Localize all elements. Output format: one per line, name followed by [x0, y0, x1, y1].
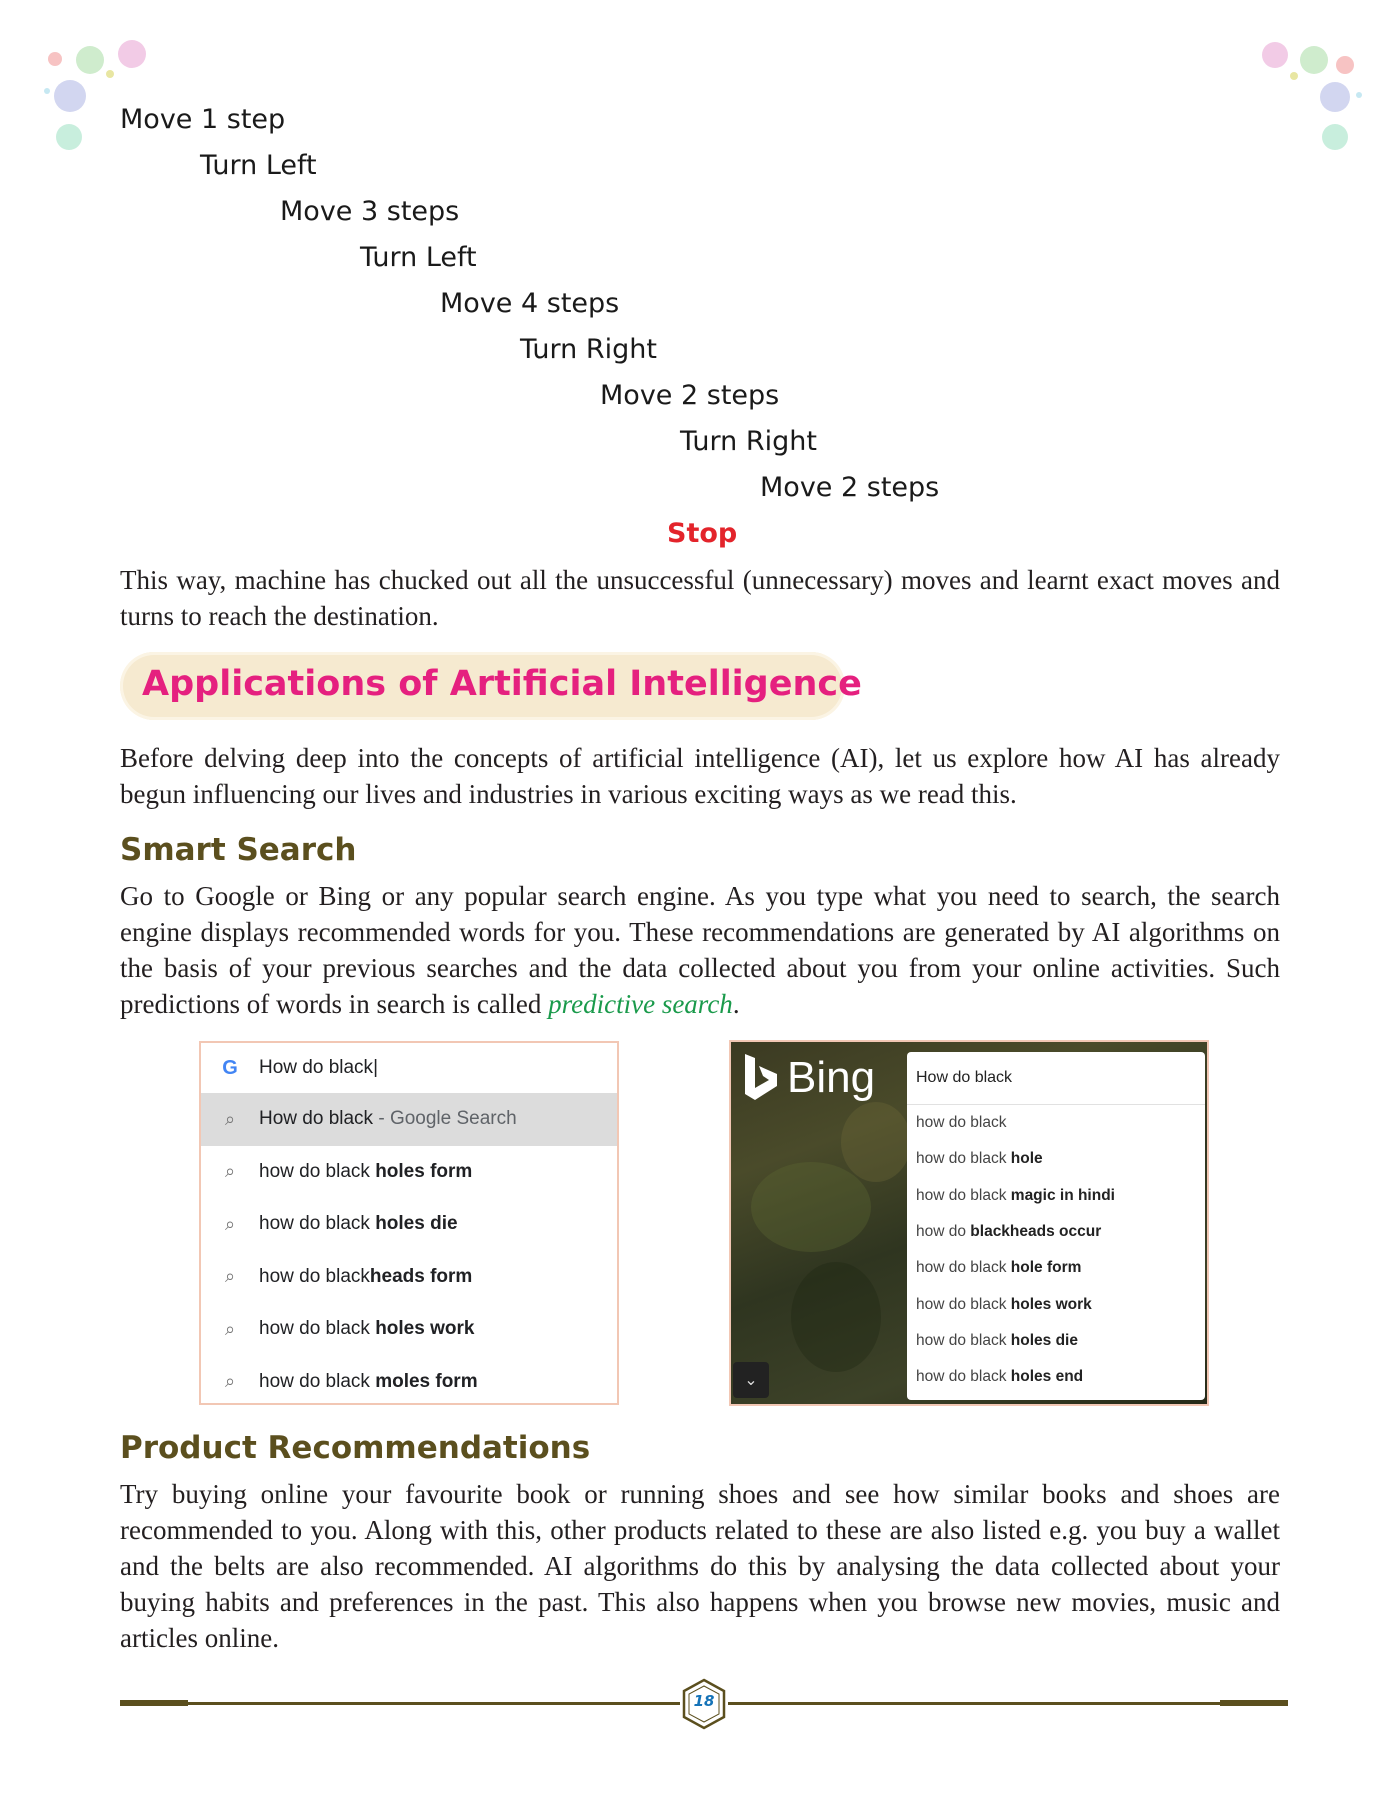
- section-title: Applications of Artificial Intelligence: [142, 664, 862, 704]
- suggestion-prefix: how do black: [259, 1160, 376, 1182]
- search-icon: ⌕: [224, 1213, 236, 1234]
- step-2: Turn Left: [200, 150, 317, 181]
- suggestion-prefix: how do black: [916, 1295, 1011, 1313]
- smart-search-paragraph: [120, 878, 1280, 1022]
- predictive-search-term: predictive search: [548, 989, 733, 1019]
- suggestion-completion: hole: [1010, 1150, 1043, 1168]
- search-icon: ⌕: [224, 1318, 236, 1339]
- suggestion-prefix: how do black: [916, 1331, 1011, 1349]
- forest-texture: [841, 1102, 911, 1182]
- search-icon: ⌕: [224, 1161, 236, 1182]
- step-5: Move 4 steps: [440, 288, 620, 319]
- search-icon: ⌕: [224, 1371, 236, 1392]
- bing-suggestion[interactable]: [907, 1141, 1205, 1177]
- suggestion-completion: moles form: [375, 1370, 478, 1392]
- google-input-value: How do black: [259, 1057, 374, 1078]
- search-icon: ⌕: [224, 1266, 236, 1287]
- google-suggestion[interactable]: [201, 1303, 617, 1356]
- google-suggestion[interactable]: [201, 1198, 617, 1251]
- section-banner: [120, 652, 862, 720]
- suggestion-prefix: how do black: [259, 1213, 376, 1235]
- smart-search-period: .: [732, 989, 740, 1019]
- bing-suggestion[interactable]: [907, 1359, 1205, 1395]
- step-1: Move 1 step: [120, 104, 286, 135]
- smart-search-heading: Smart Search: [120, 832, 357, 868]
- suggestion-prefix: How do black: [259, 1108, 374, 1130]
- suggestion-prefix: how do black: [259, 1370, 376, 1392]
- suggestion-prefix: how do black: [916, 1186, 1011, 1204]
- suggestion-completion: holes die: [375, 1213, 458, 1235]
- suggestion-completion: hole form: [1010, 1259, 1082, 1277]
- step-4: Turn Left: [360, 242, 477, 273]
- footer-rule-left: [188, 1702, 680, 1705]
- suggestion-completion: holes die: [1010, 1331, 1078, 1349]
- page-number: 18: [693, 1692, 715, 1710]
- suggestion-completion: holes work: [375, 1318, 475, 1340]
- suggestion-suffix: - Google Search: [373, 1108, 517, 1130]
- bing-suggestion[interactable]: [907, 1214, 1205, 1250]
- step-6: Turn Right: [520, 334, 657, 365]
- suggestion-completion: blackheads occur: [970, 1223, 1102, 1241]
- suggestion-prefix: how do black: [916, 1150, 1011, 1168]
- forest-texture: [751, 1162, 871, 1252]
- bing-suggestion[interactable]: [907, 1286, 1205, 1322]
- suggestion-prefix: how do black: [259, 1318, 376, 1340]
- step-3: Move 3 steps: [280, 196, 460, 227]
- google-g-icon: G: [222, 1056, 238, 1079]
- step-8: Turn Right: [680, 426, 817, 457]
- bing-suggestion[interactable]: [907, 1323, 1205, 1359]
- product-recommendations-paragraph: Try buying online your favourite book or running shoes and see how similar books and shoes are recommended to you. Along with this, other products related to these are also listed e.g. you buy a wallet and the belts are also recommended. AI algorithms do this by analysing the data collected about your buying habits and preferences in the past. This also happens when you browse new movies, music and articles online.: [120, 1479, 1280, 1653]
- bing-brand-text: Bing: [787, 1053, 876, 1102]
- suggestion-prefix: how do black: [916, 1259, 1011, 1277]
- google-suggestion-selected[interactable]: [201, 1093, 617, 1146]
- suggestion-completion: holes end: [1010, 1368, 1084, 1386]
- google-suggestion[interactable]: [201, 1251, 617, 1304]
- bing-suggestion-panel: [907, 1052, 1205, 1400]
- suggestion-completion: magic in hindi: [1010, 1186, 1115, 1204]
- bing-suggestion[interactable]: [907, 1250, 1205, 1286]
- suggestion-prefix: how do black: [259, 1265, 370, 1287]
- smart-search-body: Go to Google or Bing or any popular search engine. As you type what you need to search, the search engine displays recommended words for you. These recommendations are generated by AI algorithms on the basis of your previous searches and the data collected about you from your online activities. Such predictions of words in search is called: [120, 881, 1280, 1019]
- google-suggestion[interactable]: [201, 1356, 617, 1409]
- text-cursor: |: [373, 1057, 378, 1078]
- footer-rule-left-accent: [120, 1700, 188, 1706]
- google-suggestion[interactable]: [201, 1146, 617, 1199]
- forest-texture: [791, 1262, 881, 1372]
- suggestion-prefix: how do: [916, 1223, 971, 1241]
- stop-label: Stop: [667, 518, 738, 549]
- suggestion-prefix: how do black: [916, 1114, 1007, 1132]
- suggestion-prefix: how do black: [916, 1368, 1011, 1386]
- step-7: Move 2 steps: [600, 380, 780, 411]
- bing-suggestion[interactable]: [907, 1105, 1205, 1141]
- google-search-input[interactable]: [201, 1043, 617, 1093]
- footer-rule-right: [728, 1702, 1220, 1705]
- suggestion-completion: holes work: [1010, 1295, 1092, 1313]
- google-search-screenshot: [199, 1041, 619, 1405]
- suggestion-completion: heads form: [369, 1265, 473, 1287]
- bing-search-screenshot: [729, 1040, 1209, 1406]
- step-9: Move 2 steps: [760, 472, 940, 503]
- footer-rule-right-accent: [1220, 1700, 1288, 1706]
- bing-b-icon: [741, 1052, 781, 1104]
- suggestion-completion: holes form: [375, 1160, 473, 1182]
- bing-logo[interactable]: [741, 1052, 875, 1104]
- section-intro-paragraph: Before delving deep into the concepts of artificial intelligence (AI), let us explore how AI has already begun influencing our lives and industries in various exciting ways as we read this.: [120, 743, 1280, 809]
- bing-search-input[interactable]: How do black: [907, 1052, 1205, 1105]
- conclusion-paragraph: This way, machine has chucked out all the unsuccessful (unnecessary) moves and learnt exact moves and turns to reach the destination.: [120, 565, 1280, 631]
- chevron-down-icon[interactable]: ⌄: [733, 1362, 769, 1398]
- product-recommendations-heading: Product Recommendations: [120, 1430, 591, 1466]
- page-number-badge: [680, 1678, 728, 1730]
- bing-suggestion[interactable]: [907, 1178, 1205, 1214]
- search-icon: ⌕: [224, 1108, 236, 1129]
